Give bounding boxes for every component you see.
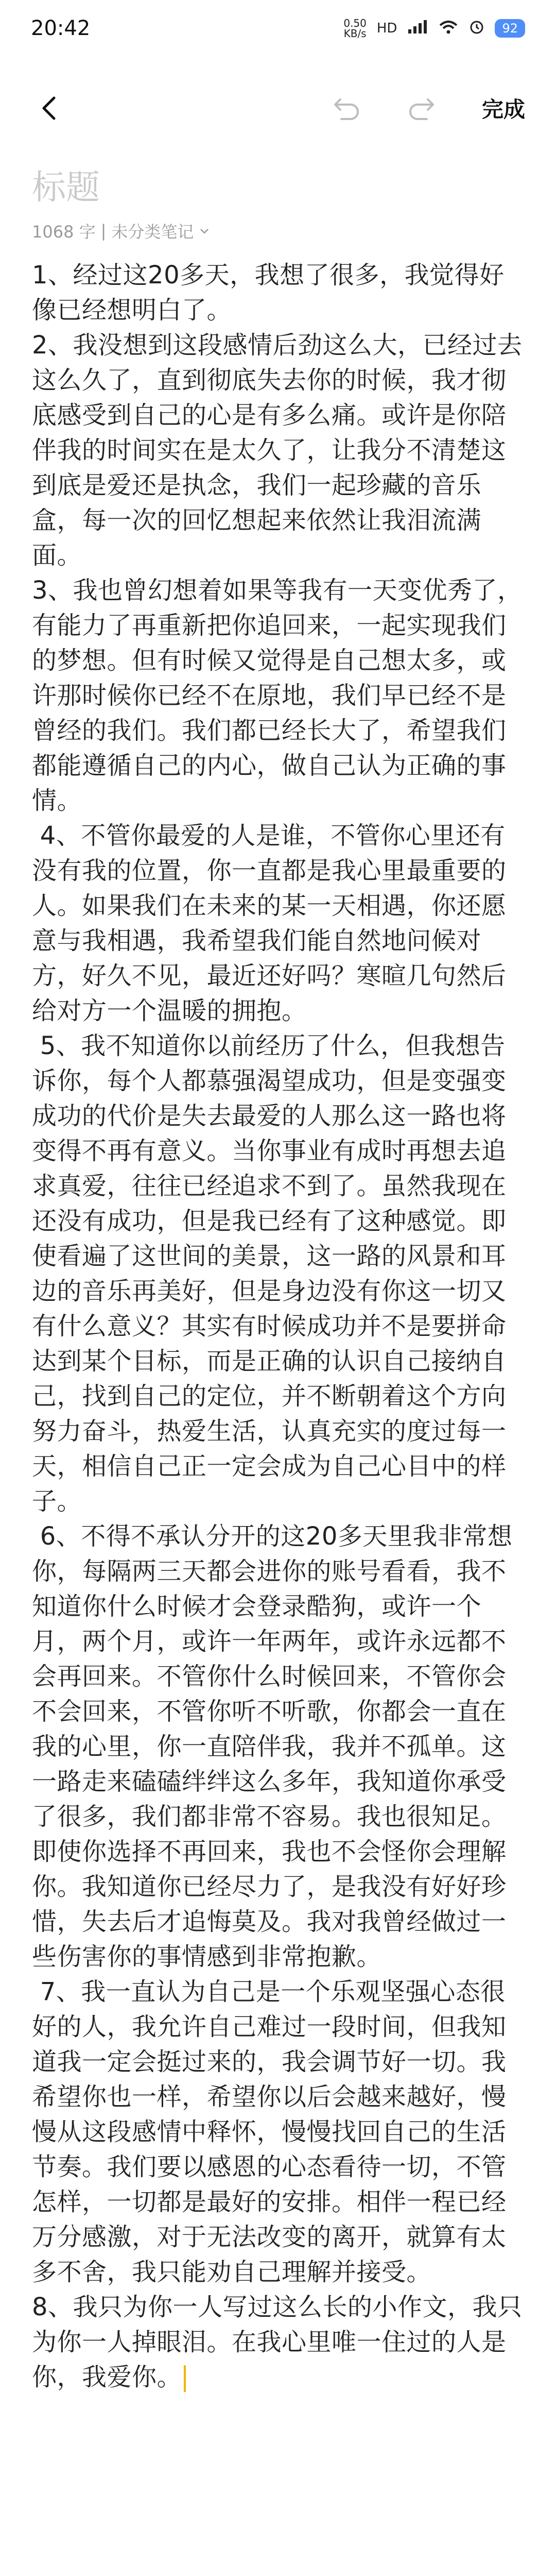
paragraph: 2、我没想到这段感情后劲这么大，已经过去这么久了，直到彻底失去你的时候，我才彻底感受到自己的心是有多么痛。或许是你陪伴我的时间实在是太久了，让我分不清楚这到底是爱还是执念，我们一起珍藏的音乐盒，每一次的回忆想起来依然让我泪流满面。 — [32, 331, 523, 570]
signal-icon — [407, 19, 428, 38]
hd-badge: HD — [376, 21, 397, 36]
note-title-input[interactable]: 标题 — [32, 167, 100, 207]
undo-icon[interactable] — [327, 90, 363, 126]
editor-toolbar — [0, 72, 556, 144]
meta-separator: | — [100, 221, 107, 241]
chevron-down-icon[interactable] — [199, 221, 210, 241]
status-icons — [343, 18, 525, 39]
text-cursor — [184, 2365, 186, 2392]
done-button[interactable]: 完成 — [481, 97, 525, 122]
paragraph: 5、我不知道你以前经历了什么，但我想告诉你，每个人都慕强渴望成功，但是变强变成功的代价是失去最爱的人那么这一路也将变得不再有意义。当你事业有成时再想去追求真爱，往往已经追求不到了。虽然我现在还没有成功，但是我已经有了这种感觉。即使看遍了这世间的美景，这一路的风景和耳边的音乐再美好，但是身边没有你这一切又有什么意义？其实有时候成功并不是要拼命达到某个目标，而是正确的认识自己接纳自己，找到自己的定位，并不断朝着这个方向努力奋斗，热爱生活，认真充实的度过每一天，相信自己正一定会成为自己心目中的样子。 — [32, 1031, 507, 1516]
battery-indicator: 92 — [495, 19, 525, 38]
note-meta — [32, 219, 210, 243]
paragraph: 4、不管你最爱的人是谁，不管你心里还有没有我的位置，你一直都是我心里最重要的人。如果我们在未来的某一天相遇，你还愿意与我相遇，我希望我们能自然地问候对方，好久不见，最近还好吗？寒暄几句然后给对方一个温暖的拥抱。 — [32, 821, 507, 1025]
paragraph: 1、经过这20多天，我想了很多，我觉得好像已经想明白了。 — [32, 261, 505, 325]
alarm-icon — [469, 19, 484, 38]
redo-icon[interactable] — [405, 90, 441, 126]
paragraph: 3、我也曾幻想着如果等我有一天变优秀了，有能力了再重新把你追回来，一起实现我们的梦想。但有时候又觉得是自己想太多，或许那时候你已经不在原地，我们早已经不是曾经的我们。我们都已经长大了，希望我们都能遵循自己的内心，做自己认为正确的事情。 — [32, 576, 523, 815]
category-selector[interactable]: 未分类笔记 — [111, 222, 194, 242]
status-time: 20:42 — [31, 16, 91, 40]
paragraph: 7、我一直认为自己是一个乐观坚强心态很好的人，我允许自己难过一段时间，但我知道我一定会挺过来的，我会调节好一切。我希望你也一样，希望你以后会越来越好，慢慢从这段感情中释怀，慢慢找回自己的生活节奏。我们要以感恩的心态看待一切，不管怎样，一切都是最好的安排。相伴一程已经万分感激，对于无法改变的离开，就算有太多不舍，我只能劝自己理解并接受。 — [32, 1977, 507, 2286]
network-speed: 0.50 KB/s — [343, 17, 367, 40]
back-arrow-icon[interactable] — [31, 90, 67, 126]
paragraph: 6、不得不承认分开的这20多天里我非常想你，每隔两三天都会进你的账号看看，我不知道你什么时候才会登录酷狗，或许一个月，两个月，或许一年两年，或许永远都不会再回来。不管你什么时候回来，不管你会不会回来，不管你听不听歌，你都会一直在我的心里，你一直陪伴我，我并不孤单。这一路走来磕磕绊绊这么多年，我知道你承受了很多，我们都非常不容易。我也很知足。即使你选择不再回来，我也不会怪你会理解你。我知道你已经尽力了，是我没有好好珍惜，失去后才追悔莫及。我对我曾经做过一些伤害你的事情感到非常抱歉。 — [32, 1522, 513, 1971]
note-body-editor[interactable] — [32, 258, 526, 2395]
status-bar — [0, 0, 556, 57]
wifi-icon — [438, 19, 459, 38]
last-paragraph: 8、我只为你一人写过这么长的小作文，我只为你一人掉眼泪。在我心里唯一住过的人是你，我爱你。 — [32, 2293, 523, 2392]
word-count: 1068 字 — [32, 222, 96, 242]
